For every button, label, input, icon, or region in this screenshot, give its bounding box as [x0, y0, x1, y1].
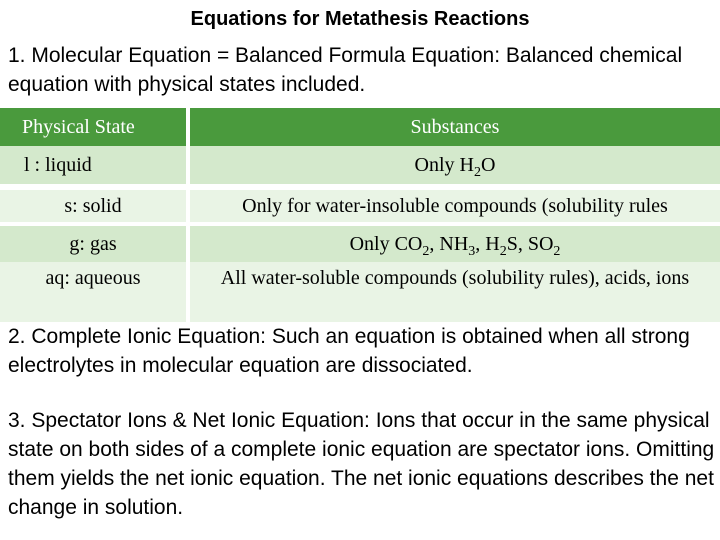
state-cell: l : liquid — [0, 146, 186, 184]
state-cell: aq: aqueous — [0, 262, 186, 322]
paragraph-complete-ionic-equation: 2. Complete Ionic Equation: Such an equation is obtained when all strong electrolytes in molecular equation are dissociated. — [8, 325, 690, 377]
subscript: 3 — [468, 243, 476, 259]
substance-cell: Only $H_2O$ — [190, 146, 720, 184]
table-header-row — [0, 108, 720, 146]
page-title: Equations for Metathesis Reactions — [190, 8, 530, 30]
table-row — [0, 226, 720, 262]
table-row — [0, 262, 720, 322]
table-row — [0, 190, 720, 222]
header-physical-state: Physical State — [0, 108, 186, 146]
subscript: 2 — [474, 164, 481, 180]
state-cell: s: solid — [0, 190, 186, 222]
subscript: 2 — [422, 243, 430, 259]
subscript: 2 — [499, 243, 507, 259]
substance-cell: Only for water-insoluble compounds (solubility rules — [190, 190, 720, 222]
paragraph-net-ionic-equation: 3. Spectator Ions & Net Ionic Equation: Ions that occur in the same physical state on both sides of a complete ionic equation are spectator ions. Omitting them yields the net ionic equation. The net ionic equations describes the net change in solution. — [8, 409, 715, 519]
subscript: 2 — [553, 243, 561, 259]
table-row — [0, 146, 720, 184]
header-substances: Substances — [190, 108, 720, 146]
substance-cell: All water-soluble compounds (solubility rules), acids, ions — [190, 262, 720, 322]
substance-cell: Only $CO_2$, $NH_3$, $H_2S$, $SO_2$ — [190, 226, 720, 262]
state-cell: g: gas — [0, 226, 186, 262]
paragraph-molecular-equation: 1. Molecular Equation = Balanced Formula Equation: Balanced chemical equation with physical states included. — [8, 44, 683, 96]
